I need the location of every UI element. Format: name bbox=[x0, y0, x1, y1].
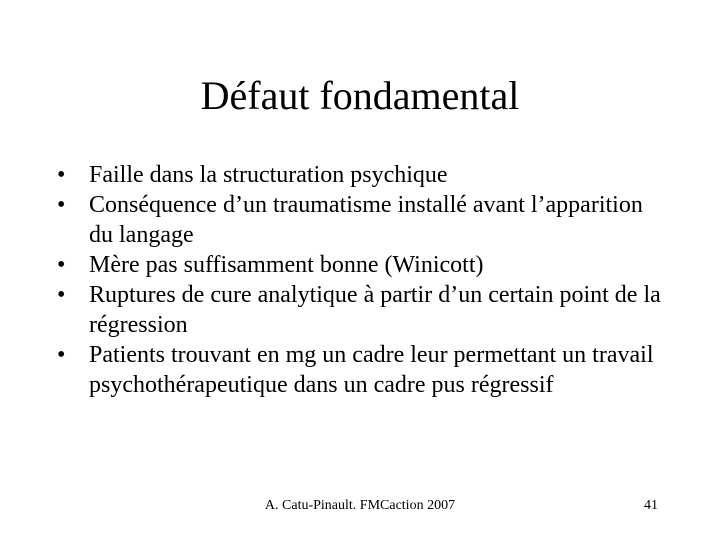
bullet-item bbox=[57, 280, 667, 340]
bullet-item bbox=[57, 160, 667, 190]
bullet-marker: • bbox=[57, 282, 66, 308]
bullet-marker: • bbox=[57, 252, 66, 278]
bullet-list bbox=[57, 160, 667, 400]
bullet-text: Faille dans la structuration psychique bbox=[89, 162, 448, 188]
bullet-text: Conséquence d’un traumatisme installé avant l’apparition du langage bbox=[89, 192, 643, 248]
page-number: 41 bbox=[644, 498, 658, 513]
bullet-item bbox=[57, 190, 667, 250]
bullet-text: Ruptures de cure analytique à partir d’un certain point de la régression bbox=[89, 282, 661, 338]
bullet-item bbox=[57, 250, 667, 280]
bullet-text: Mère pas suffisamment bonne (Winicott) bbox=[89, 252, 484, 278]
footer-credit: A. Catu-Pinault. FMCaction 2007 bbox=[264, 498, 456, 513]
bullet-marker: • bbox=[57, 342, 66, 368]
bullet-item bbox=[57, 340, 667, 400]
slide-title: Défaut fondamental bbox=[200, 73, 520, 118]
bullet-marker: • bbox=[57, 162, 66, 188]
bullet-marker: • bbox=[57, 192, 66, 218]
bullet-text: Patients trouvant en mg un cadre leur permettant un travail psychothérapeutique dans un cadre pus régressif bbox=[89, 342, 654, 398]
